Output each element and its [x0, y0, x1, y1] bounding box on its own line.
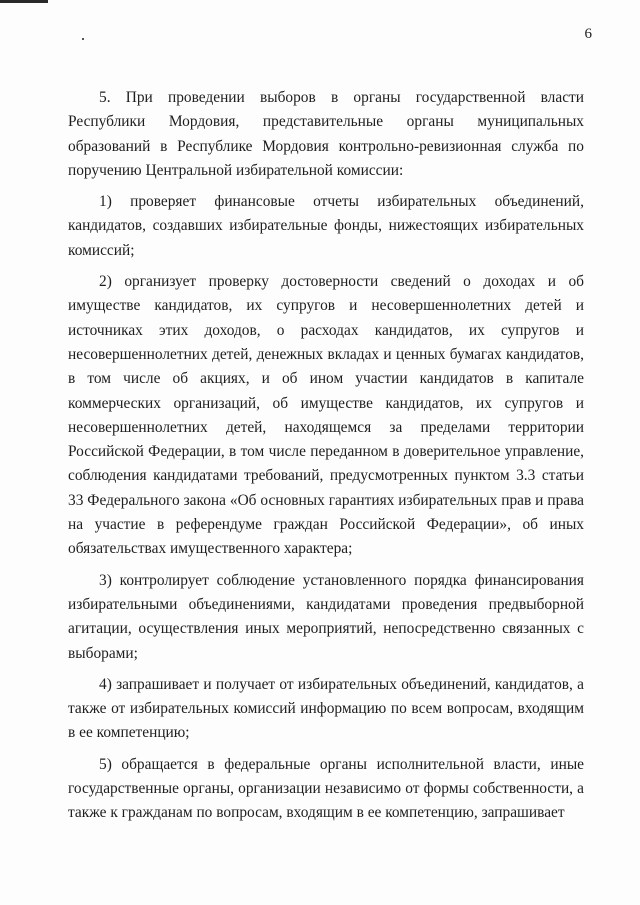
paragraph-item-1: 1) проверяет финансовые отчеты избирательных объединений, кандидатов, создавших избирательные фонды, нижестоящих избирательных комиссий; — [68, 193, 584, 259]
paragraph-item-2: 2) организует проверку достоверности сведений о доходах и об имуществе кандидатов, их супругов и несовершеннолетних детей и источниках этих доходов, о расходах кандидатов, их супругов и несовершеннолетних детей, денежных вкладах и ценных бумагах кандидатов, в том числе об акциях, и об ином участии кандидатов в капитале коммерческих организаций, об имуществе кандидатов, их супругов и несовершеннолетних детей, находящемся за пределами территории Российской Федерации, в том числе переданном в доверительное управление, соблюдения кандидатами требований, предусмотренных пунктом 3.3 статьи 33 Федерального закона «Об основных гарантиях избирательных прав и права на участие в референдуме граждан Российской Федерации», об иных обязательствах имущественного характера; — [68, 273, 584, 558]
paragraph-clause-5: 5. При проведении выборов в органы государственной власти Республики Мордовия, представительные органы муниципальных образований в Республике Мордовия контрольно-ревизионная служба по поручению Центральной избирательной комиссии: — [68, 89, 584, 179]
paragraph-item-3: 3) контролирует соблюдение установленного порядка финансирования избирательными объединениями, кандидатами проведения предвыборной агитации, осуществления иных мероприятий, непосредственно связанных с выборами; — [68, 571, 584, 662]
document-body — [68, 86, 584, 833]
paragraph-item-5: 5) обращается в федеральные органы исполнительной власти, иные государственные органы, организации независимо от формы собственности, а также к гражданам по вопросам, входящим в ее компетенцию, запрашивает — [68, 755, 584, 822]
scan-edge-mark — [0, 0, 48, 3]
scan-speck — [82, 38, 84, 40]
page-number: 6 — [584, 26, 592, 42]
paragraph-item-4: 4) запрашивает и получает от избирательных объединений, кандидатов, а также от избирательных комиссий информацию по всем вопросам, входящим в ее компетенцию; — [68, 675, 584, 742]
